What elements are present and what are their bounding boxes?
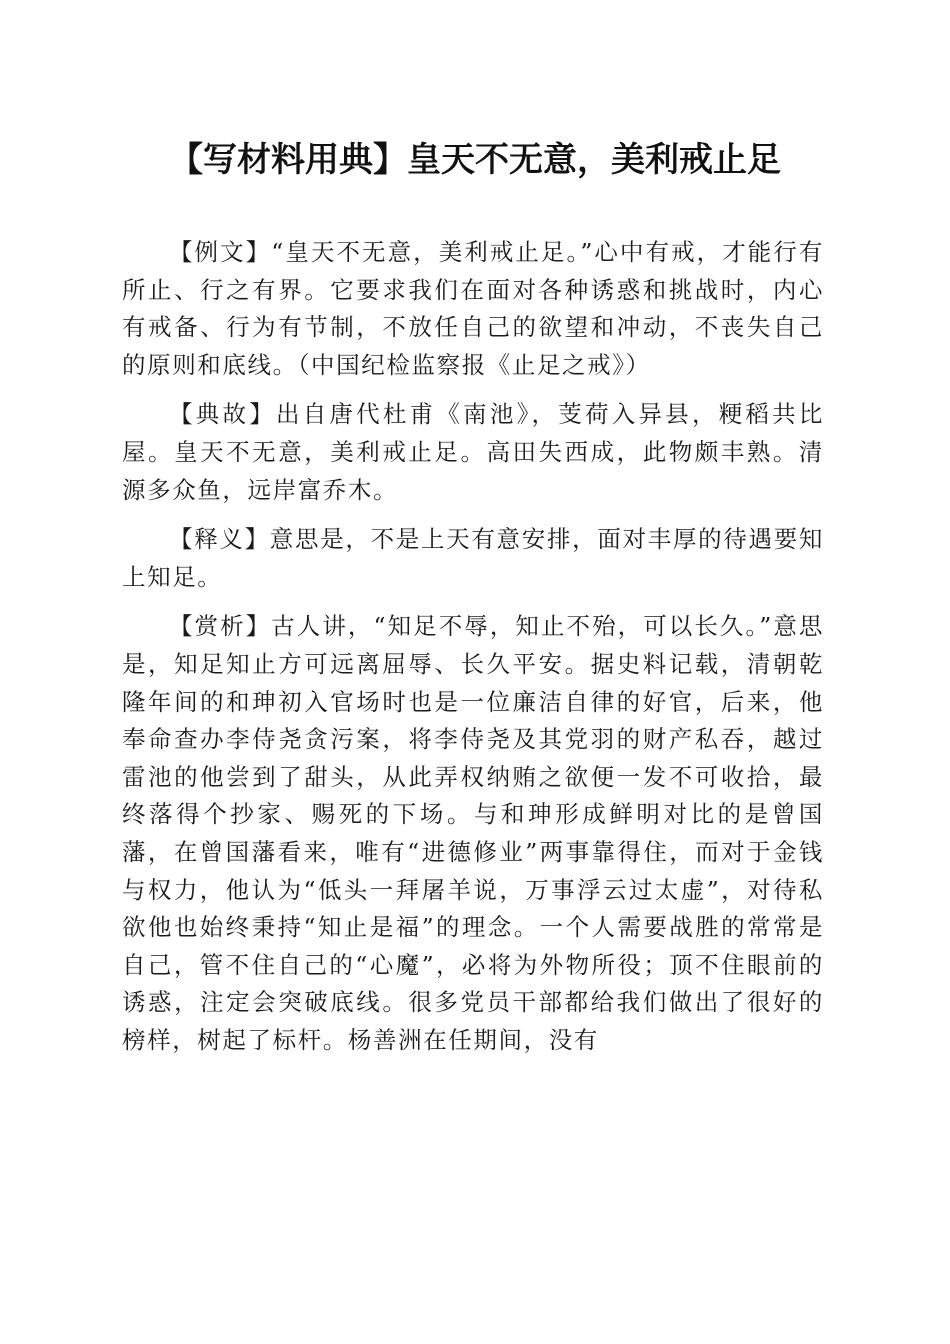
paragraph-meaning [122,521,824,596]
paragraph-text-allusion: 出自唐代杜甫《南池》，芰荷入异县，粳稻共比屋。皇天不无意，美利戒止足。高田失西成，此物颇丰熟。清源多众鱼，远岸富乔木。 [122,400,824,504]
paragraph-allusion [122,396,824,509]
paragraph-text-example: “皇天不无意，美利戒止足。”心中有戒，才能行有所止、行之有界。它要求我们在面对各种诱惑和挑战时，内心有戒备、行为有节制，不放任自己的欲望和冲动，不丧失自己的原则和底线。（中国纪检监察报《止足之戒》） [122,238,824,379]
paragraph-appreciation [122,608,824,1059]
paragraph-label-example: 【例文】 [169,238,272,266]
document-title: 【写材料用典】皇天不无意，美利戒止足 [169,140,781,180]
paragraph-label-allusion: 【典故】 [169,400,276,429]
paragraph-label-appreciation: 【赏析】 [169,612,272,641]
paragraph-example [122,234,824,384]
paragraph-text-appreciation: 古人讲，“知足不辱，知止不殆，可以长久。”意思是，知足知止方可远离屈辱、长久平安。据史料记载，清朝乾隆年间的和珅初入官场时也是一位廉洁自律的好官，后来，他奉命查办李侍尧贪污案，将李侍尧及其党羽的财产私吞，越过雷池的他尝到了甜头，从此弄权纳贿之欲便一发不可收拾，最终落得个抄家、赐死的下场。与和珅形成鲜明对比的是曾国藩，在曾国藩看来，唯有“进德修业”两事靠得住，而对于金钱与权力，他认为“低头一拜屠羊说，万事浮云过太虚”，对待私欲他也始终秉持“知止是福”的理念。一个人需要战胜的常常是自己，管不住自己的“心魔”，必将为外物所役；顶不住眼前的诱惑，注定会突破底线。很多党员干部都给我们做出了很好的榜样，树起了标杆。杨善洲在任期间，没有 [122,612,824,1054]
document-body [122,234,824,1059]
paragraph-text-meaning: 意思是，不是上天有意安排，面对丰厚的待遇要知上知足。 [122,525,825,591]
paragraph-label-meaning: 【释义】 [169,525,270,554]
